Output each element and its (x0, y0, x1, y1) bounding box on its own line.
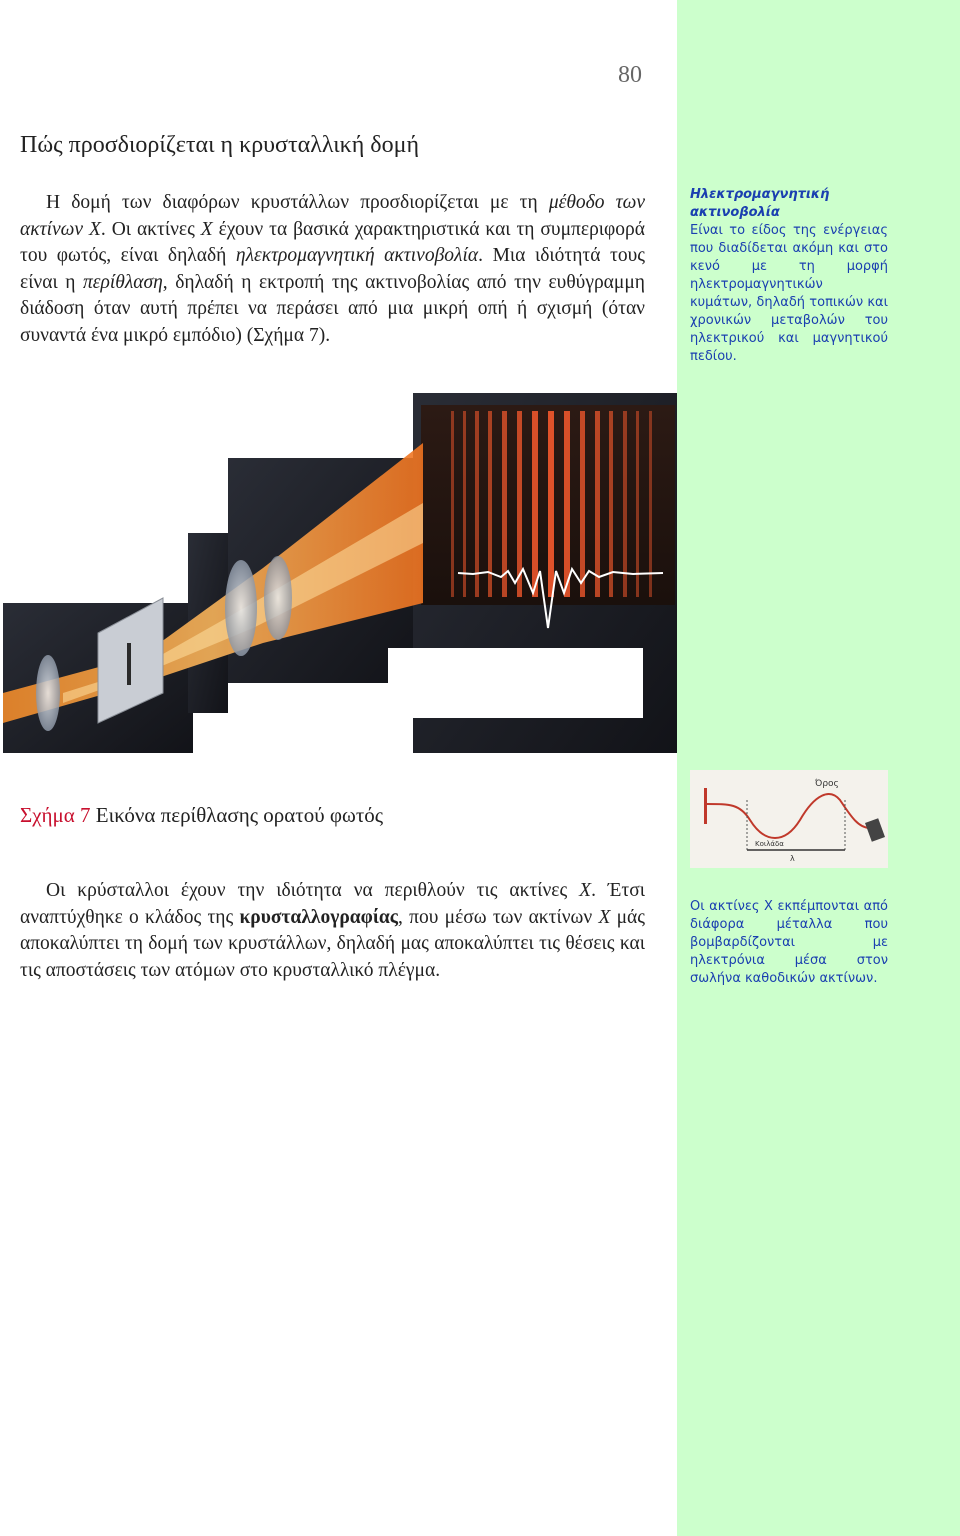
note-title: Ηλεκτρομαγνητική ακτινοβολία (690, 187, 830, 220)
text-run: μέθοδο των ακτίνων Χ (20, 192, 645, 240)
text-run: Οι κρύσταλλοι έχουν την ιδιότητα να περιθλούν τις ακτίνες (46, 880, 580, 901)
wavelength-label: λ (790, 854, 795, 863)
figure-caption (20, 803, 383, 828)
crystallography-paragraph (20, 878, 645, 984)
text-run: έχουν τα βασικά χαρακτηριστικά και τη συμπεριφορά του φωτός, είναι δηλαδή (20, 218, 645, 266)
sidebar-note-xray-emission (690, 898, 888, 988)
text-run: . Μια ιδιότητά τους είναι η (20, 245, 645, 293)
section-heading: Πώς προσδιορίζεται η κρυσταλλική δομή (20, 132, 420, 158)
text-run: Η δομή των διαφόρων κρυστάλλων προσδιορίζεται με τη (46, 192, 549, 213)
caption-text: Εικόνα περίθλασης ορατού φωτός (90, 803, 384, 827)
text-run: Χ (598, 906, 611, 928)
text-run: , που μέσω των ακτίνων (398, 906, 599, 928)
intro-paragraph (20, 190, 645, 349)
text-run: Χ (579, 880, 592, 901)
text-run: , δηλαδή η εκτροπή της ακτινοβολίας από την ευθύγραμμη διάδοση όταν αυτή πρέπει να περάσει από μια μικρή οπή ή σχισμή (όταν συναντά ένα μικρό εμπόδιο) (Σχήμα 7). (20, 271, 645, 346)
text-run: . Έτσι αναπτύχθηκε ο κλάδος της (20, 880, 646, 928)
text-run: μάς αποκαλύπτει τη δομή των κρυστάλλων, δηλαδή μας αποκαλύπτει τις θέσεις και τις αποστάσεις των ατόμων στο κρυσταλλικό πλέγμα. (20, 906, 645, 981)
trough-label: Κοιλάδα (755, 840, 784, 848)
crest-label: Όρος (815, 779, 839, 789)
page-number: 80 (618, 62, 642, 88)
text-run: περίθλαση (83, 271, 163, 293)
text-run: Χ (200, 218, 213, 240)
sidebar-note-em-radiation (690, 186, 888, 366)
text-run: . Οι ακτίνες (100, 218, 201, 240)
wave-figure (690, 770, 888, 868)
text-run: κρυσταλλογραφίας (239, 906, 398, 928)
diffraction-figure (3, 393, 677, 753)
note-text: Οι ακτίνες Χ εκπέμπονται από διάφορα μέταλλα που βομβαρδίζονται με ηλεκτρόνια μέσα στον σωλήνα καθοδικών ακτίνων. (690, 899, 888, 986)
caption-label: Σχήμα 7 (20, 803, 91, 827)
text-run: ηλεκτρομαγνητική ακτινοβολία (235, 245, 479, 266)
note-text: Είναι το είδος της ενέργειας που διαδίδεται ακόμη και στο κενό με τη μορφή ηλεκτρομαγνητικών κυμάτων, δηλαδή τοπικών και χρονικών μεταβολών του ηλεκτρικού και μαγνητικού πεδίου. (690, 223, 888, 364)
